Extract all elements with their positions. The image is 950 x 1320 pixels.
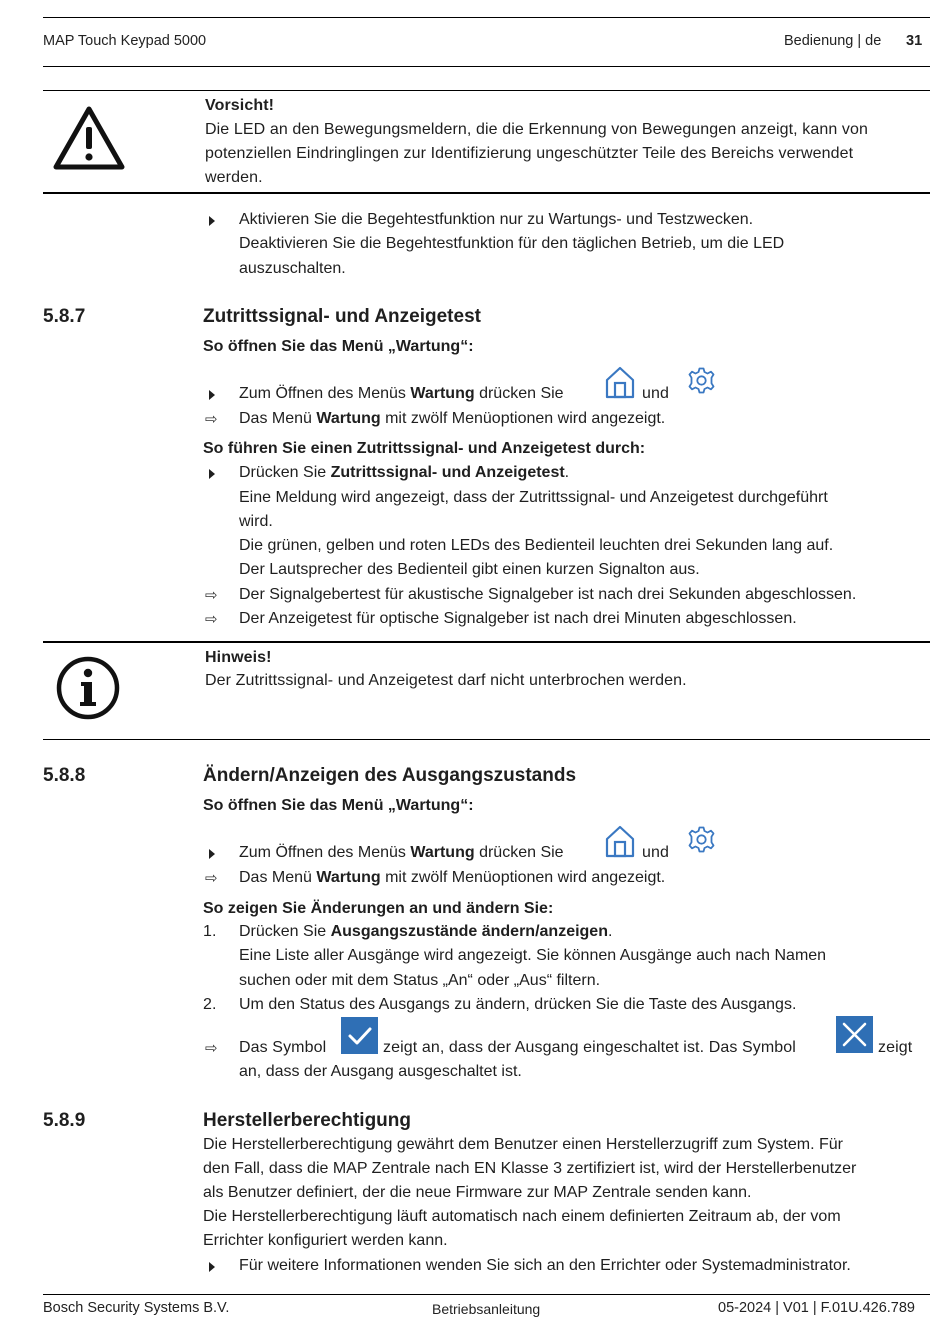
unchecked-symbol-icon (836, 1016, 873, 1053)
step-text: Zum Öffnen des Menüs (239, 844, 411, 861)
step-text: . (607, 923, 613, 940)
symbol-result-part-c: zeigt (878, 1039, 913, 1056)
change-heading-588: So zeigen Sie Änderungen an und ändern Sie: (203, 900, 554, 917)
caution-action-line-1: Aktivieren Sie die Begehtestfunktion nur zu Wartungs- und Testzwecken. (239, 211, 754, 228)
info-line-2-587: wird. (239, 513, 273, 530)
info-line-4-587: Der Lautsprecher des Bedienteil gibt einen kurzen Signalton aus. (239, 561, 700, 578)
step-1-info-line-1: Eine Liste aller Ausgänge wird angezeigt. Sie können Ausgänge auch nach Namen (239, 947, 827, 964)
open-menu-heading-587: So öffnen Sie das Menü „Wartung“: (203, 338, 474, 355)
open-menu-step-587 (239, 382, 599, 406)
manufacturer-text-line-5: Errichter konfiguriert werden kann. (203, 1232, 448, 1249)
step-text: drücken Sie (474, 844, 564, 861)
step-text: drücken Sie (474, 385, 564, 402)
open-menu-result-587 (239, 407, 929, 431)
step-text: Zum Öffnen des Menüs (239, 385, 411, 402)
home-icon (604, 824, 636, 858)
notice-text: Der Zutrittssignal- und Anzeigetest darf nicht unterbrochen werden. (205, 672, 687, 689)
header-section: Bedienung | de (784, 33, 882, 49)
manufacturer-action: Für weitere Informationen wenden Sie sich an den Errichter oder Systemadministrator. (239, 1257, 851, 1274)
caution-text-line-2: potenziellen Eindringlingen zur Identifizierung ungeschützter Teile des Bereichs verwendet (205, 145, 854, 162)
symbol-result-part-b: zeigt an, dass der Ausgang eingeschaltet ist. Das Symbol (383, 1039, 796, 1056)
step-bold: Wartung (410, 844, 475, 861)
section-number-588: 5.8.8 (43, 765, 86, 786)
footer-company: Bosch Security Systems B.V. (43, 1300, 230, 1316)
caution-bottom-rule (43, 192, 930, 194)
caution-title: Vorsicht! (205, 97, 275, 114)
checked-symbol-icon (341, 1017, 378, 1054)
step-bold: Zutrittssignal- und Anzeigetest (330, 464, 565, 481)
step-bold: Wartung (410, 385, 475, 402)
action-marker (203, 214, 223, 229)
manufacturer-text-line-4: Die Herstellerberechtigung läuft automatisch nach einem definierten Zeitraum ab, der vom (203, 1208, 841, 1225)
result-text: mit zwölf Menüoptionen wird angezeigt. (380, 869, 666, 886)
result-bold: Wartung (316, 869, 381, 886)
action-marker (203, 467, 223, 482)
result-arrow-icon: ⇨ (205, 1040, 218, 1057)
open-menu-result-588 (239, 866, 929, 890)
section-title-589: Herstellerberechtigung (203, 1110, 411, 1131)
checkmark-icon (341, 1017, 378, 1054)
action-marker (203, 847, 223, 862)
section-number-589: 5.8.9 (43, 1110, 86, 1131)
footer-doc-type: Betriebsanleitung (432, 1301, 541, 1317)
caution-action-line-3: auszuschalten. (239, 260, 346, 277)
notice-bottom-rule (43, 739, 930, 740)
result-arrow-icon: ⇨ (205, 411, 218, 428)
symbol-result-part-d: an, dass der Ausgang ausgeschaltet ist. (239, 1063, 522, 1080)
caution-top-rule (43, 90, 930, 91)
notice-top-rule (43, 641, 930, 643)
header-bottom-rule (43, 66, 930, 67)
manufacturer-text-line-1: Die Herstellerberechtigung gewährt dem Benutzer einen Herstellerzugriff zum System. Für (203, 1136, 843, 1153)
info-line-3-587: Die grünen, gelben und roten LEDs des Bedienteil leuchten drei Sekunden lang auf. (239, 537, 834, 554)
section-title-587: Zutrittssignal- und Anzeigetest (203, 306, 481, 327)
open-menu-step-588 (239, 841, 599, 865)
info-icon (56, 656, 120, 720)
perform-heading-587: So führen Sie einen Zutrittssignal- und Anzeigetest durch: (203, 440, 646, 457)
gear-icon (687, 825, 716, 854)
result-arrow-icon: ⇨ (205, 587, 218, 604)
symbol-result-part-a: Das Symbol (239, 1039, 327, 1056)
header-product: MAP Touch Keypad 5000 (43, 33, 207, 49)
result-line-1-587: Der Signalgebertest für akustische Signalgeber ist nach drei Sekunden abgeschlossen. (239, 586, 857, 603)
cross-icon (836, 1016, 873, 1053)
step-number-1: 1. (203, 923, 217, 940)
header-page-number: 31 (906, 33, 923, 49)
step-text: . (564, 464, 570, 481)
and-text-588: und (642, 844, 669, 861)
step-2-588: Um den Status des Ausgangs zu ändern, drücken Sie die Taste des Ausgangs. (239, 996, 797, 1013)
step-1-info-line-2: suchen oder mit dem Status „An“ oder „Aus“ filtern. (239, 972, 601, 989)
step-text: Drücken Sie (239, 464, 331, 481)
result-arrow-icon: ⇨ (205, 870, 218, 887)
warning-triangle-icon (52, 105, 126, 171)
caution-text-line-3: werden. (205, 169, 263, 186)
notice-title: Hinweis! (205, 649, 272, 666)
result-text: mit zwölf Menüoptionen wird angezeigt. (380, 410, 666, 427)
step-1-588 (239, 920, 929, 944)
info-line-1-587: Eine Meldung wird angezeigt, dass der Zutrittssignal- und Anzeigetest durchgeführt (239, 489, 828, 506)
home-icon (604, 365, 636, 399)
section-title-588: Ändern/Anzeigen des Ausgangszustands (203, 765, 577, 786)
section-number-587: 5.8.7 (43, 306, 86, 327)
result-arrow-icon: ⇨ (205, 611, 218, 628)
result-bold: Wartung (316, 410, 381, 427)
result-text: Das Menü (239, 410, 317, 427)
manufacturer-text-line-2: den Fall, dass die MAP Zentrale nach EN Klasse 3 zertifiziert ist, wird der Herstellerbenutzer (203, 1160, 857, 1177)
caution-action-line-2: Deaktivieren Sie die Begehtestfunktion für den täglichen Betrieb, um die LED (239, 235, 785, 252)
step-bold: Ausgangszustände ändern/anzeigen (330, 923, 608, 940)
footer-doc-id: 05-2024 | V01 | F.01U.426.789 (718, 1300, 915, 1316)
footer-rule (43, 1294, 930, 1295)
action-marker (203, 388, 223, 403)
result-line-2-587: Der Anzeigetest für optische Signalgeber ist nach drei Minuten abgeschlossen. (239, 610, 797, 627)
press-step-587 (239, 461, 929, 485)
step-number-2: 2. (203, 996, 217, 1013)
open-menu-heading-588: So öffnen Sie das Menü „Wartung“: (203, 797, 474, 814)
action-marker (203, 1260, 223, 1275)
gear-icon (687, 366, 716, 395)
caution-text-line-1: Die LED an den Bewegungsmeldern, die die Erkennung von Bewegungen anzeigt, kann von (205, 121, 868, 138)
header-top-rule (43, 17, 930, 18)
and-text-587: und (642, 385, 669, 402)
step-text: Drücken Sie (239, 923, 331, 940)
manufacturer-text-line-3: als Benutzer definiert, der die neue Firmware zur MAP Zentrale senden kann. (203, 1184, 752, 1201)
result-text: Das Menü (239, 869, 317, 886)
